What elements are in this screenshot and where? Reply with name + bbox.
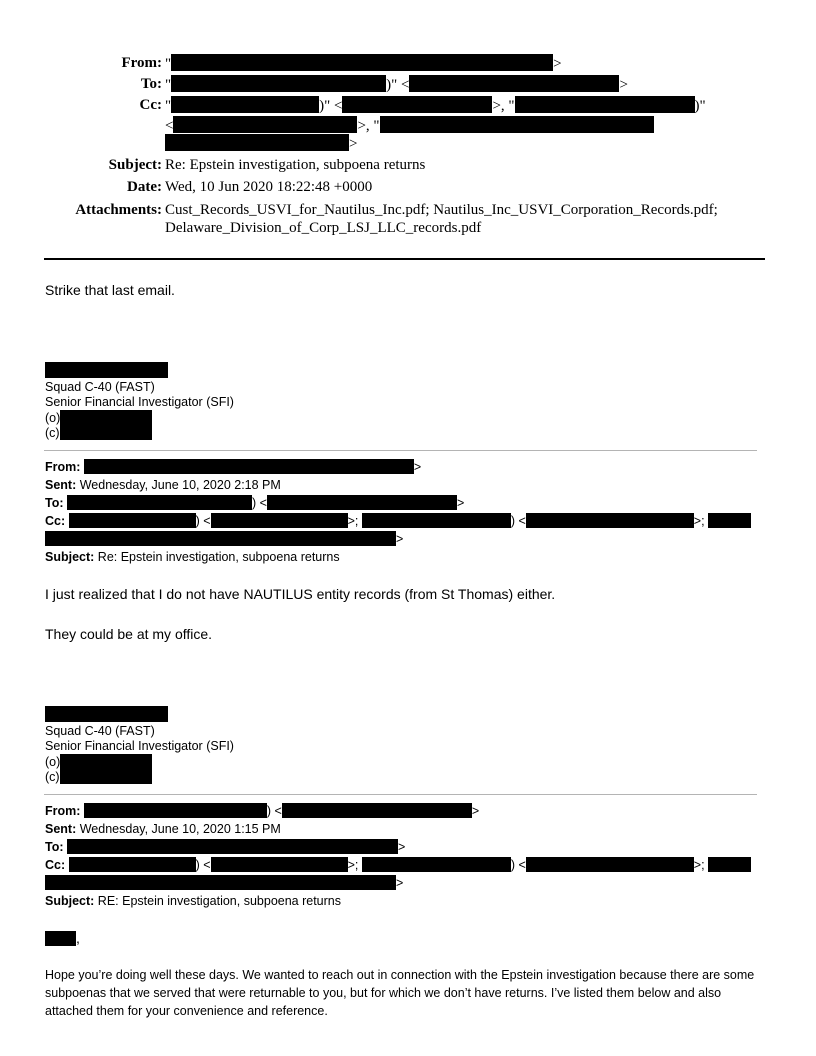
redaction	[45, 531, 396, 546]
to-label: To:	[140, 76, 162, 92]
redaction	[409, 75, 619, 92]
sent-value: Wednesday, June 10, 2020 1:15 PM	[79, 822, 281, 836]
redaction	[282, 803, 472, 818]
redaction	[60, 769, 152, 784]
cc-label: Cc:	[45, 514, 66, 528]
sent-label: Sent:	[45, 478, 77, 492]
subject-label: Subject:	[45, 550, 95, 564]
redaction	[211, 857, 348, 872]
redaction	[267, 495, 457, 510]
from-label: From:	[45, 460, 81, 474]
to-label: To:	[45, 496, 64, 510]
redaction	[67, 839, 398, 854]
redaction	[67, 495, 252, 510]
redaction	[342, 96, 492, 113]
header-divider	[44, 258, 765, 260]
signature-squad: Squad C-40 (FAST)	[45, 724, 155, 738]
attachment-list-line2: Delaware_Division_of_Corp_LSJ_LLC_records.pdf	[165, 220, 482, 236]
to-label: To:	[45, 840, 64, 854]
message-body-line: I just realized that I do not have NAUTILUS entity records (from St Thomas) either.	[45, 586, 556, 602]
quoted-divider	[44, 450, 757, 451]
redaction	[84, 803, 267, 818]
to-value: " )" < >	[165, 77, 628, 93]
signature-cell-phone: (c)	[45, 425, 152, 441]
message-body: Strike that last email.	[45, 282, 175, 298]
signature-office-phone: (o)	[45, 410, 152, 426]
redaction	[60, 410, 152, 425]
redaction	[708, 513, 751, 528]
redaction	[526, 857, 694, 872]
redaction	[171, 75, 386, 92]
redaction	[173, 116, 357, 133]
redaction	[60, 425, 152, 440]
cc-label: Cc:	[45, 858, 66, 872]
redaction	[362, 513, 511, 528]
attachments-label: Attachments:	[75, 202, 162, 218]
date-value: Wed, 10 Jun 2020 18:22:48 +0000	[165, 179, 373, 195]
cc-value-line2: < >, "	[165, 116, 654, 135]
cc-value-line1: " )" < >, " )"	[165, 98, 706, 114]
redaction	[69, 513, 196, 528]
redaction	[45, 931, 76, 946]
sent-label: Sent:	[45, 822, 77, 836]
greeting: ,	[45, 929, 80, 947]
signature-squad: Squad C-40 (FAST)	[45, 380, 155, 394]
subject-value: Re: Epstein investigation, subpoena returns	[165, 157, 426, 173]
redaction	[84, 459, 414, 474]
from-label: From:	[121, 55, 162, 71]
redaction	[69, 857, 196, 872]
message-body-line: They could be at my office.	[45, 626, 213, 642]
signature-title: Senior Financial Investigator (SFI)	[45, 739, 234, 753]
redaction	[211, 513, 348, 528]
signature-cell-phone: (c)	[45, 769, 152, 785]
from-label: From:	[45, 804, 81, 818]
redaction	[515, 96, 695, 113]
redaction	[526, 513, 694, 528]
cc-value-line3: >	[165, 134, 357, 153]
redaction	[708, 857, 751, 872]
subject-label: Subject:	[45, 894, 95, 908]
redaction	[45, 362, 168, 378]
attachment-list-line1: Cust_Records_USVI_for_Nautilus_Inc.pdf; Nautilus_Inc_USVI_Corporation_Records.pdf;	[165, 202, 718, 218]
from-value: " >	[165, 56, 562, 72]
redaction	[45, 706, 168, 722]
signature-title: Senior Financial Investigator (SFI)	[45, 395, 234, 409]
quoted-divider	[44, 794, 757, 795]
subject-value: Re: Epstein investigation, subpoena returns	[97, 550, 340, 564]
date-label: Date:	[127, 179, 162, 195]
redaction	[165, 134, 349, 151]
cc-label: Cc:	[139, 97, 162, 113]
redaction	[362, 857, 511, 872]
subject-label: Subject:	[108, 157, 162, 173]
redaction	[45, 875, 396, 890]
sent-value: Wednesday, June 10, 2020 2:18 PM	[79, 478, 281, 492]
redaction	[171, 54, 553, 71]
signature-office-phone: (o)	[45, 754, 152, 770]
redaction	[60, 754, 152, 769]
redaction	[171, 96, 319, 113]
subject-value: RE: Epstein investigation, subpoena returns	[97, 894, 341, 908]
message-body-paragraph: Hope you’re doing well these days. We wanted to reach out in connection with the Epstein investigation because there are some subpoenas that we served that were returnable to you, but for which we don’t have returns. I’ve listed them below and also attached them for your convenience and reference.	[45, 968, 755, 1018]
redaction	[380, 116, 654, 133]
